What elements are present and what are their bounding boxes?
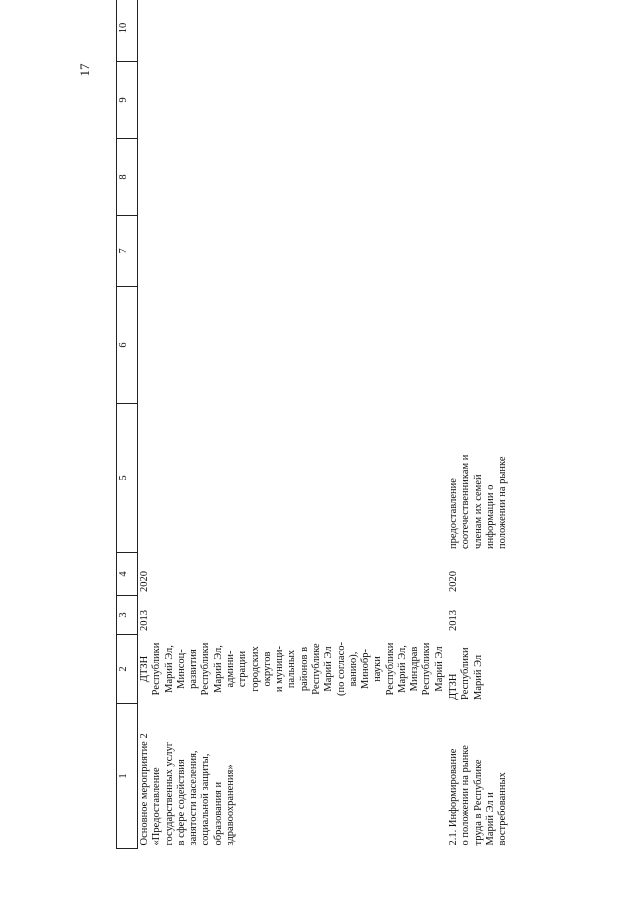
- col-header-2: 2: [117, 635, 138, 704]
- text-line: ДТЗН: [448, 673, 460, 700]
- text-line: ДТЗН: [139, 655, 150, 683]
- text-line: информации о: [484, 484, 496, 549]
- text-line: городских: [249, 646, 261, 692]
- col-header-6: 6: [117, 287, 138, 404]
- text-line: о положении на рынке: [460, 745, 472, 846]
- result-text: [448, 407, 509, 549]
- start-year-cell: 2013: [448, 610, 460, 631]
- text-line: Республики: [384, 642, 396, 696]
- text-line: пальных: [286, 649, 298, 689]
- text-line: социальной защиты,: [200, 753, 212, 846]
- result-cell: [447, 404, 586, 553]
- text-line: Минобр-: [360, 649, 372, 689]
- col-header-8: 8: [117, 139, 138, 216]
- text-line: Марий Эл и: [484, 792, 496, 846]
- text-line: и муници-: [274, 645, 286, 693]
- col-header-10: 10: [117, 0, 138, 62]
- text-line: развития: [188, 649, 200, 689]
- col-header-4: 4: [117, 553, 138, 596]
- text-line: (по согласо-: [335, 642, 347, 696]
- event-cell: [138, 704, 448, 849]
- table-header-row: [117, 0, 138, 849]
- event-text: [139, 707, 237, 846]
- result-cell: [138, 404, 448, 553]
- empty-cell: [138, 62, 448, 139]
- empty-cell: [447, 62, 586, 139]
- empty-cell: [447, 216, 586, 287]
- text-line: Минсоц-: [175, 649, 187, 689]
- empty-cell: [447, 287, 586, 404]
- page-number: 17: [77, 63, 92, 77]
- text-line: труда в Республике: [472, 759, 484, 846]
- text-line: предоставление: [448, 478, 460, 549]
- text-line: положении на рынке: [497, 456, 509, 549]
- text-line: админи-: [224, 650, 236, 688]
- text-line: Марий Эл,: [212, 645, 224, 693]
- text-line: соотечественникам и: [460, 454, 472, 549]
- text-line: Республике: [310, 643, 322, 695]
- text-line: Марий Эл,: [163, 645, 175, 693]
- text-line: Основное мероприятие 2: [139, 733, 150, 846]
- executor-cell: [138, 635, 448, 704]
- col-header-9: 9: [117, 62, 138, 139]
- table-row: [447, 0, 586, 849]
- empty-cell: [447, 139, 586, 216]
- text-line: в сфере содействия: [175, 759, 187, 846]
- text-line: 2.1. Информирование: [448, 748, 460, 846]
- text-line: Республики: [460, 647, 472, 700]
- event-text: [448, 707, 509, 846]
- col-header-7: 7: [117, 216, 138, 287]
- text-line: Марий Эл,: [396, 645, 408, 693]
- empty-cell: [138, 287, 448, 404]
- text-line: здравоохранения»: [224, 764, 236, 846]
- col-header-1: 1: [117, 704, 138, 849]
- text-line: ванию),: [347, 651, 359, 687]
- col-header-5: 5: [117, 404, 138, 553]
- event-cell: [447, 704, 586, 849]
- end-year-cell: 2020: [139, 571, 150, 592]
- executor-text: [448, 638, 485, 700]
- rotated-table-container: [116, 22, 586, 849]
- empty-cell: [138, 0, 448, 62]
- text-line: Марий Эл: [433, 646, 445, 692]
- empty-cell: [138, 139, 448, 216]
- text-line: Республики: [200, 642, 212, 696]
- empty-cell: [447, 0, 586, 62]
- text-line: «Предоставление: [151, 767, 163, 846]
- text-line: округов: [261, 651, 273, 687]
- text-line: государственных услуг: [163, 741, 175, 846]
- start-year-cell: 2013: [139, 610, 150, 631]
- col-header-3: 3: [117, 596, 138, 635]
- program-table: [116, 0, 586, 849]
- empty-cell: [138, 216, 448, 287]
- executor-cell: [447, 635, 586, 704]
- text-line: членам их семей: [472, 474, 484, 549]
- executor-text: [139, 638, 446, 700]
- text-line: Минздрав: [409, 646, 421, 692]
- end-year-cell: 2020: [448, 571, 460, 592]
- text-line: Республики: [421, 642, 433, 696]
- text-line: образования и: [212, 781, 224, 846]
- text-line: Республики: [151, 642, 163, 696]
- table-row: [138, 0, 448, 849]
- text-line: Марий Эл: [323, 646, 335, 692]
- text-line: районов в: [298, 646, 310, 692]
- text-line: востребованных: [497, 772, 509, 846]
- text-line: занятости населения,: [188, 750, 200, 846]
- text-line: Марий Эл: [472, 654, 484, 700]
- text-line: страции: [237, 650, 249, 688]
- text-line: науки: [372, 656, 384, 682]
